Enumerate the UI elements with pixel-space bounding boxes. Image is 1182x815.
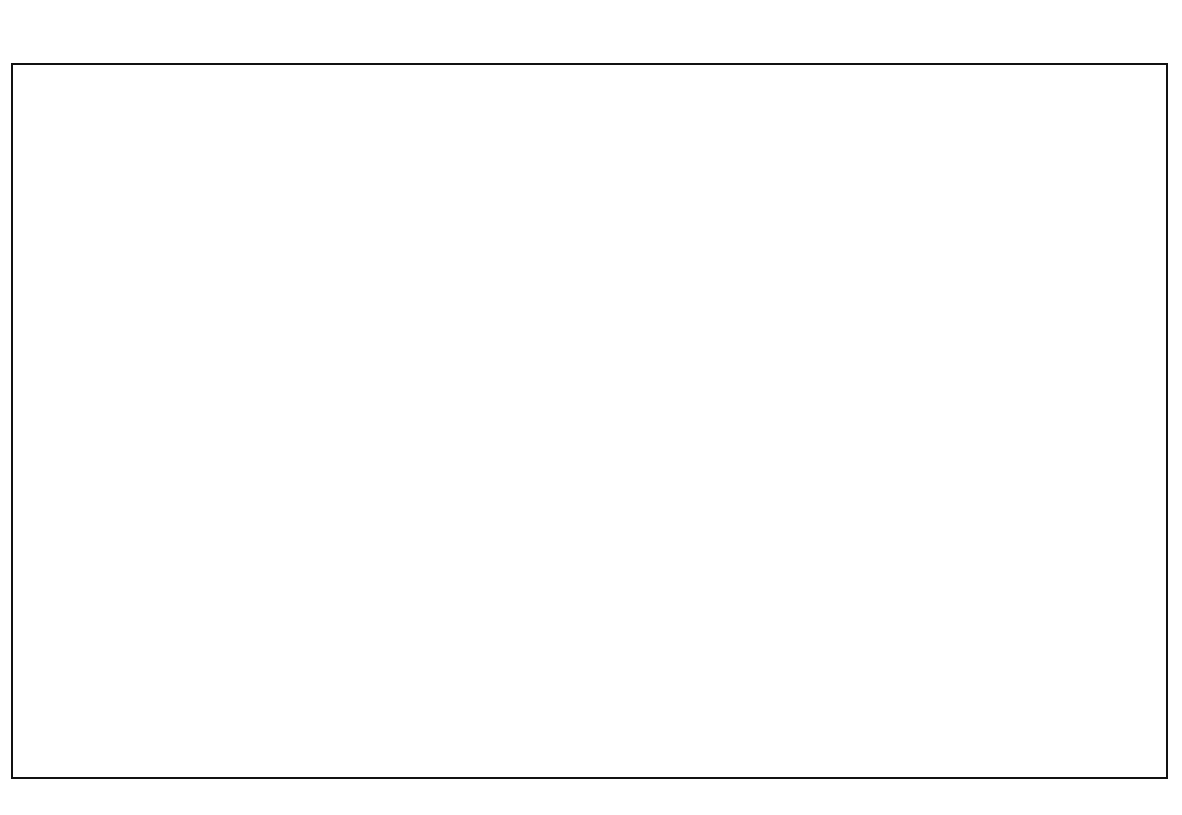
table-outer-border	[11, 63, 1168, 779]
